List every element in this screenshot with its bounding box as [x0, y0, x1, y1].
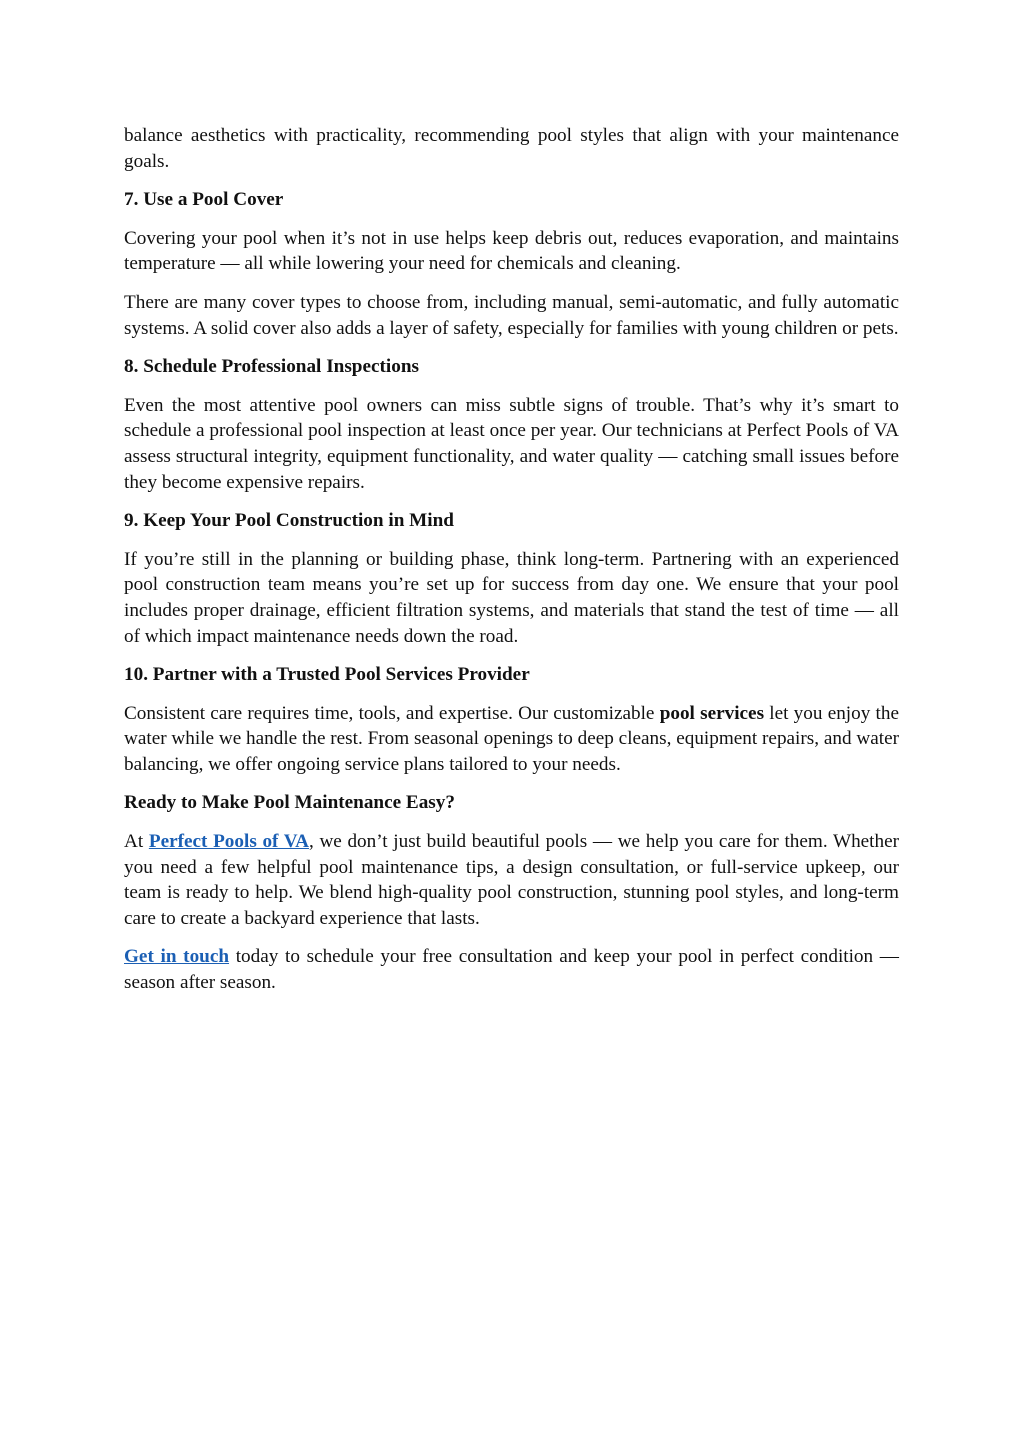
pool-services-bold-text: pool services: [659, 702, 765, 724]
perfect-pools-of-va-link[interactable]: Perfect Pools of VA: [148, 831, 309, 853]
section-8-heading: 8. Schedule Professional Inspections: [124, 356, 419, 378]
section-10-text-after: let you enjoy the water while we handle the rest. From seasonal openings to deep cleans, equipment repairs, and water balancing, we offer ongoing service plans tailored to your needs.: [124, 702, 899, 775]
closing-heading: Ready to Make Pool Maintenance Easy?: [124, 792, 455, 814]
closing-paragraph-2: [124, 944, 899, 995]
closing-text-after: , we don’t just build beautiful pools — we help you care for them. Whether you need a few helpful pool maintenance tips, a design consultation, or full-service upkeep, our team is ready to help. We blend high-quality pool construction, stunning pool styles, and long-term care to create a backyard experience that lasts.: [124, 831, 900, 929]
section-10-paragraph-1: [124, 701, 899, 778]
closing-cta-text: today to schedule your free consultation and keep your pool in perfect condition — season after season.: [124, 946, 899, 994]
section-10-text-before: Consistent care requires time, tools, and expertise. Our customizable: [124, 702, 660, 724]
section-7-heading: 7. Use a Pool Cover: [124, 189, 284, 211]
section-8-paragraph-1: Even the most attentive pool owners can miss subtle signs of trouble. That’s why it’s smart to schedule a professional pool inspection at least once per year. Our technicians at Perfect Pools of VA assess structural integrity, equipment functionality, and water quality — catching small issues before they become expensive repairs.: [124, 394, 899, 493]
closing-paragraph-1: [124, 829, 899, 931]
get-in-touch-link[interactable]: Get in touch: [124, 946, 230, 968]
section-9-heading: 9. Keep Your Pool Construction in Mind: [124, 510, 454, 532]
intro-continuation-paragraph: balance aesthetics with practicality, recommending pool styles that align with your maintenance goals.: [124, 125, 899, 172]
section-9-paragraph-1: If you’re still in the planning or building phase, think long-term. Partnering with an experienced pool construction team means you’re set up for success from day one. We ensure that your pool includes proper drainage, efficient filtration systems, and materials that stand the test of time — all of which impact maintenance needs down the road.: [124, 548, 899, 647]
section-7-paragraph-1: Covering your pool when it’s not in use helps keep debris out, reduces evaporation, and maintains temperature — all while lowering your need for chemicals and cleaning.: [124, 227, 899, 275]
section-10-heading: 10. Partner with a Trusted Pool Services Provider: [124, 664, 530, 686]
closing-text-before: At: [124, 831, 149, 853]
section-7-paragraph-2: There are many cover types to choose from, including manual, semi-automatic, and fully automatic systems. A solid cover also adds a layer of safety, especially for families with young children or pets.: [124, 291, 899, 339]
document-page: [124, 123, 899, 1009]
